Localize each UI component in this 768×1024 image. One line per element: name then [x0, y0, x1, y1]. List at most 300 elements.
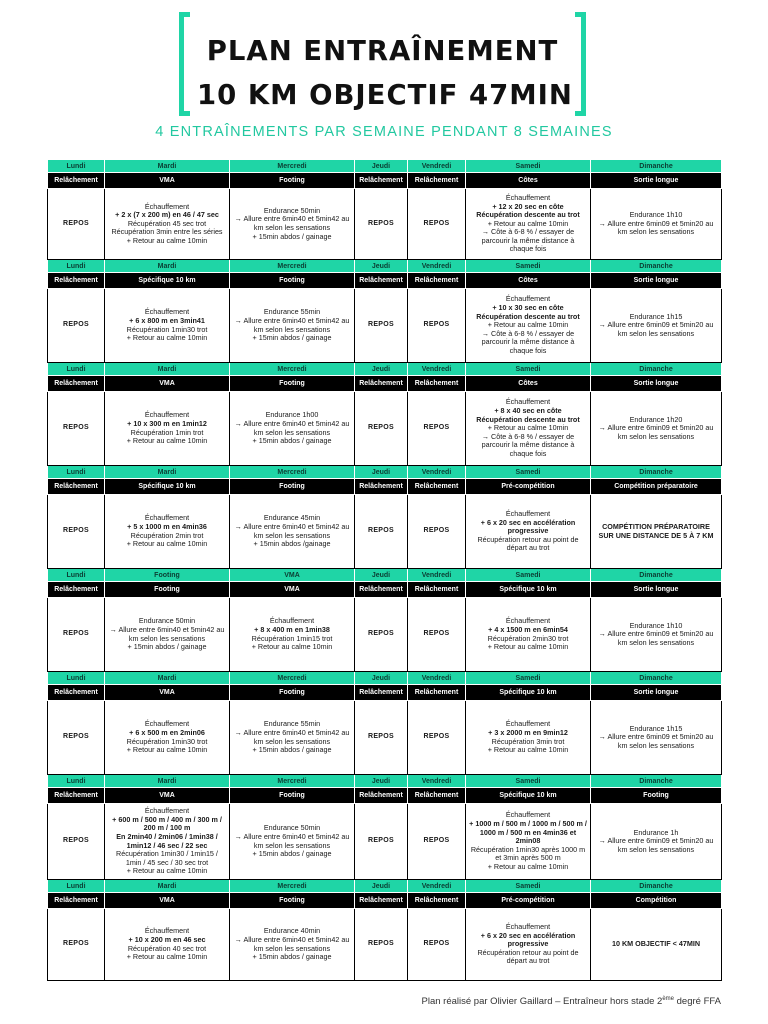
session-line: → Côte à 6-8 % / essayer de parcourir la même distance à chaque fois [481, 328, 575, 355]
day-header: Samedi [466, 260, 591, 273]
session-line: Échauffement [269, 616, 315, 626]
session-line: → Allure entre 6min40 et 5min42 au km selon les sensations [234, 214, 350, 232]
day-header: Vendredi [408, 260, 466, 273]
session-line: + Retour au calme 10min [126, 952, 208, 962]
session-line: Récupération 1min30 trot [126, 324, 208, 334]
week-types-row [48, 173, 722, 189]
session-line: + 2 x (7 x 200 m) en 46 / 47 sec [115, 210, 219, 220]
session-cell [230, 701, 355, 775]
session-type: Relâchement [408, 685, 466, 701]
session-cell [591, 289, 722, 363]
day-header: VMA [230, 569, 355, 582]
session-line: + Retour au calme 10min [487, 745, 569, 755]
session-line: + 15min abdos / gainage [252, 436, 332, 446]
session-type: VMA [105, 685, 230, 701]
session-line: Échauffement [144, 307, 190, 317]
session-line: + 15min abdos / gainage [127, 642, 207, 652]
session-type: Sortie longue [591, 273, 722, 289]
session-type: Relâchement [48, 479, 105, 495]
session-cell [230, 289, 355, 363]
week-days-row [48, 363, 722, 376]
training-plan-table [47, 159, 722, 981]
session-cell [105, 804, 230, 880]
session-type: Footing [230, 273, 355, 289]
session-type: VMA [105, 376, 230, 392]
day-header: Mercredi [230, 260, 355, 273]
session-cell [591, 495, 722, 569]
session-line: + 5 x 1000 m en 4min36 [127, 521, 207, 531]
session-line: REPOS [423, 321, 450, 329]
session-line: REPOS [62, 630, 89, 638]
day-header: Dimanche [591, 363, 722, 376]
day-header: Mardi [105, 363, 230, 376]
session-line: Endurance 1h20 [629, 414, 683, 424]
training-plan-body [48, 160, 722, 981]
session-line: → Allure entre 6min40 et 5min42 au km selon les sensations [109, 624, 225, 643]
session-line: Récupération retour au point de départ au trot [477, 534, 579, 553]
session-line: + 10 x 300 m en 1min12 [127, 418, 207, 428]
day-header: Mercredi [230, 672, 355, 685]
session-cell [355, 289, 408, 363]
session-cell [48, 701, 105, 775]
day-header: Lundi [48, 363, 105, 376]
day-header: Mercredi [230, 466, 355, 479]
session-cell [105, 289, 230, 363]
week-days-row [48, 466, 722, 479]
session-cell [591, 701, 722, 775]
session-line: REPOS [423, 630, 450, 638]
week-days-row [48, 672, 722, 685]
session-cell [48, 495, 105, 569]
week-types-row [48, 685, 722, 701]
session-line: REPOS [423, 424, 450, 432]
session-type: Footing [230, 685, 355, 701]
day-header: Footing [105, 569, 230, 582]
session-line: → Allure entre 6min09 et 5min20 au km selon les sensations [598, 423, 714, 441]
week-types-row [48, 893, 722, 909]
session-line: + 3 x 2000 m en 9min12 [488, 727, 568, 737]
session-line: REPOS [423, 940, 450, 948]
session-line: REPOS [423, 837, 450, 845]
session-line: + 15min abdos / gainage [252, 952, 332, 962]
day-header: Vendredi [408, 160, 466, 173]
day-header: Dimanche [591, 466, 722, 479]
day-header: Samedi [466, 569, 591, 582]
session-line: Récupération descente au trot [476, 414, 580, 424]
day-header: Jeudi [355, 775, 408, 788]
session-type: Relâchement [355, 582, 408, 598]
session-cell [105, 909, 230, 981]
session-cell [105, 392, 230, 466]
session-line: En 2min40 / 2min06 / 1min38 / 1min12 / 46 sec / 22 sec [116, 831, 218, 850]
session-cell [466, 289, 591, 363]
session-line: + Retour au calme 10min [126, 539, 208, 549]
day-header: Dimanche [591, 672, 722, 685]
day-header: Vendredi [408, 466, 466, 479]
session-line: + 6 x 800 m en 3min41 [129, 315, 205, 325]
day-header: Lundi [48, 260, 105, 273]
session-type: Footing [230, 173, 355, 189]
session-cell [48, 804, 105, 880]
week-sessions-row [48, 495, 722, 569]
day-header: Jeudi [355, 880, 408, 893]
session-type: Relâchement [48, 582, 105, 598]
session-type: Relâchement [408, 173, 466, 189]
session-line: REPOS [62, 837, 89, 845]
session-cell [355, 909, 408, 981]
session-cell [591, 804, 722, 880]
week-types-row [48, 582, 722, 598]
week-sessions-row [48, 804, 722, 880]
session-line: REPOS [367, 219, 394, 227]
session-type: Relâchement [408, 582, 466, 598]
session-line: Récupération 1min30 trot [126, 736, 208, 746]
session-cell [466, 598, 591, 672]
session-line: Endurance 45min [263, 513, 321, 523]
session-line: Récupération descente au trot [476, 210, 580, 220]
session-type: Relâchement [355, 376, 408, 392]
session-type: Compétition préparatoire [591, 479, 722, 495]
session-line: REPOS [367, 424, 394, 432]
session-line: + Retour au calme 10min [126, 745, 208, 755]
session-type: Footing [230, 788, 355, 804]
week-sessions-row [48, 189, 722, 260]
session-line: et 3min après 500 m [495, 853, 561, 863]
session-line: + Retour au calme 10min [126, 333, 208, 343]
session-line: → Allure entre 6min40 et 5min42 au km selon les sensations [234, 315, 350, 334]
session-line: Endurance 1h10 [629, 210, 683, 220]
session-line: + 8 x 40 sec en côte [494, 406, 562, 416]
session-line: Échauffement [505, 616, 551, 626]
session-cell [355, 804, 408, 880]
session-line: REPOS [367, 940, 394, 948]
session-line: → Allure entre 6min40 et 5min42 au km selon les sensations [234, 418, 350, 437]
session-cell [48, 289, 105, 363]
session-type: Relâchement [355, 788, 408, 804]
day-header: Jeudi [355, 672, 408, 685]
session-type: Sortie longue [591, 376, 722, 392]
session-type: Footing [105, 582, 230, 598]
session-type: Côtes [466, 273, 591, 289]
week-types-row [48, 479, 722, 495]
session-cell [230, 392, 355, 466]
session-line: Récupération 40 sec trot [127, 943, 207, 953]
week-days-row [48, 160, 722, 173]
page-subtitle: 4 ENTRAÎNEMENTS PAR SEMAINE PENDANT 8 SEMAINES [155, 124, 613, 140]
session-line: Récupération 45 sec trot [127, 218, 207, 228]
session-line: → Allure entre 6min40 et 5min42 au km selon les sensations [234, 727, 350, 746]
day-header: Dimanche [591, 775, 722, 788]
session-line: + 8 x 400 m en 1min38 [254, 624, 330, 634]
session-cell [466, 701, 591, 775]
session-line: Endurance 55min [263, 719, 321, 729]
session-cell [408, 189, 466, 260]
session-line: Endurance 50min [263, 205, 321, 215]
session-cell [230, 598, 355, 672]
session-type: Relâchement [408, 479, 466, 495]
title-bracket-left [179, 12, 190, 116]
session-cell [48, 392, 105, 466]
session-line: REPOS [367, 527, 394, 535]
session-line: Endurance 1h10 [629, 620, 683, 630]
session-line: Endurance 50min [263, 823, 321, 833]
session-cell [48, 909, 105, 981]
session-line: REPOS [423, 527, 450, 535]
session-cell [355, 495, 408, 569]
day-header: Dimanche [591, 880, 722, 893]
day-header: Vendredi [408, 569, 466, 582]
day-header: Mercredi [230, 160, 355, 173]
session-line: + 1000 m / 500 m / 1000 m / 500 m / 1000 m / 500 m en 4min36 et 2min08 [469, 819, 587, 846]
day-header: Samedi [466, 880, 591, 893]
session-line: + 15min abdos / gainage [252, 849, 332, 859]
training-plan [47, 159, 721, 981]
session-line: → Côte à 6-8 % / essayer de parcourir la même distance à chaque fois [481, 431, 575, 458]
day-header: Vendredi [408, 672, 466, 685]
session-cell [591, 909, 722, 981]
day-header: Samedi [466, 466, 591, 479]
session-line: Endurance 40min [263, 926, 321, 936]
session-type: Spécifique 10 km [105, 479, 230, 495]
session-type: Spécifique 10 km [466, 685, 591, 701]
session-line: REPOS [367, 321, 394, 329]
session-cell [408, 392, 466, 466]
session-line: + 600 m / 500 m / 400 m / 300 m / 200 m / 100 m [112, 814, 222, 833]
day-header: Mercredi [230, 775, 355, 788]
session-cell [466, 392, 591, 466]
session-line: + 15min abdos / gainage [252, 333, 332, 343]
day-header: Vendredi [408, 880, 466, 893]
session-line: + Retour au calme 10min [251, 642, 333, 652]
session-line: REPOS [62, 527, 89, 535]
session-line: REPOS [367, 837, 394, 845]
session-line: Endurance 1h [633, 827, 679, 837]
session-cell [230, 909, 355, 981]
session-line: → Côte à 6-8 % / essayer de parcourir la même distance à chaque fois [481, 227, 575, 254]
session-type: Sortie longue [591, 582, 722, 598]
session-cell [105, 598, 230, 672]
session-type: Pré-compétition [466, 479, 591, 495]
session-type: Relâchement [48, 893, 105, 909]
session-cell [466, 909, 591, 981]
session-line: REPOS [367, 733, 394, 741]
session-cell [408, 289, 466, 363]
session-type: Relâchement [408, 273, 466, 289]
day-header: Samedi [466, 775, 591, 788]
day-header: Vendredi [408, 363, 466, 376]
day-header: Jeudi [355, 260, 408, 273]
session-type: Relâchement [408, 893, 466, 909]
session-line: + 15min abdos / gainage [252, 231, 332, 241]
session-cell [48, 189, 105, 260]
session-line: + Retour au calme 10min [126, 866, 208, 876]
week-sessions-row [48, 289, 722, 363]
week-types-row [48, 788, 722, 804]
session-line: + Retour au calme 10min [487, 218, 569, 228]
week-sessions-row [48, 909, 722, 981]
week-days-row [48, 260, 722, 273]
session-line: REPOS [62, 321, 89, 329]
day-header: Lundi [48, 569, 105, 582]
session-type: Côtes [466, 376, 591, 392]
session-line: Échauffement [505, 922, 551, 932]
day-header: Mardi [105, 160, 230, 173]
session-line: COMPÉTITION PRÉPARATOIRE SUR UNE DISTANCE DE 5 À 7 KM [598, 521, 714, 540]
session-cell [591, 189, 722, 260]
session-line: Récupération 1min30 / 1min15 / 1min / 45 sec / 30 sec trot [116, 849, 218, 867]
session-line: → Allure entre 6min09 et 5min20 au km selon les sensations [598, 218, 714, 237]
session-line: + 6 x 20 sec en accélération progressive [480, 930, 576, 949]
day-header: Vendredi [408, 775, 466, 788]
session-line: → Allure entre 6min40 et 5min42 au km selon les sensations [234, 831, 350, 850]
session-cell [355, 392, 408, 466]
session-cell [408, 598, 466, 672]
session-cell [466, 804, 591, 880]
session-line: + Retour au calme 10min [487, 423, 569, 433]
session-line: Récupération 1min30 après 1000 m [470, 844, 586, 854]
session-line: + 15min abdos / gainage [252, 745, 332, 755]
week-days-row [48, 569, 722, 582]
session-line: → Allure entre 6min09 et 5min20 au km selon les sensations [598, 629, 714, 647]
session-line: REPOS [62, 219, 89, 227]
session-line: → Allure entre 6min09 et 5min20 au km selon les sensations [598, 836, 714, 854]
day-header: Lundi [48, 160, 105, 173]
session-cell [105, 701, 230, 775]
session-type: VMA [230, 582, 355, 598]
session-line: + 12 x 20 sec en côte [492, 201, 564, 211]
session-cell [355, 598, 408, 672]
day-header: Dimanche [591, 160, 722, 173]
session-line: Récupération retour au point de départ au trot [477, 947, 579, 966]
session-type: Relâchement [408, 788, 466, 804]
session-line: Endurance 50min [138, 616, 196, 626]
session-cell [230, 189, 355, 260]
session-line: + 4 x 1500 m en 6min54 [488, 624, 568, 634]
session-cell [355, 701, 408, 775]
session-line: Récupération 3min entre les séries [111, 227, 223, 237]
session-line: + 15min abdos /gainage [253, 539, 331, 549]
session-line: Endurance 1h00 [265, 410, 319, 420]
session-line: Échauffement [505, 810, 551, 820]
page-title-line-1: PLAN ENTRAÎNEMENT [206, 35, 559, 67]
session-line: Endurance 55min [263, 307, 321, 317]
session-type: Relâchement [355, 479, 408, 495]
day-header: Mardi [105, 880, 230, 893]
session-type: Relâchement [48, 788, 105, 804]
week-sessions-row [48, 701, 722, 775]
day-header: Mardi [105, 260, 230, 273]
session-type: Relâchement [355, 685, 408, 701]
session-type: VMA [105, 173, 230, 189]
week-types-row [48, 376, 722, 392]
session-line: REPOS [423, 733, 450, 741]
session-line: → Allure entre 6min09 et 5min20 au km selon les sensations [598, 320, 714, 338]
session-line: Échauffement [144, 201, 190, 211]
session-type: Compétition [591, 893, 722, 909]
session-line: → Allure entre 6min40 et 5min42 au km selon les sensations [234, 521, 350, 540]
session-type: Relâchement [48, 173, 105, 189]
session-line: Récupération 2min trot [130, 530, 204, 540]
session-cell [466, 495, 591, 569]
session-type: Footing [230, 893, 355, 909]
session-line: Échauffement [505, 192, 551, 202]
session-type: VMA [105, 893, 230, 909]
session-line: + 6 x 20 sec en accélération progressive [480, 517, 576, 536]
day-header: Mardi [105, 466, 230, 479]
day-header: Mardi [105, 775, 230, 788]
session-line: → Allure entre 6min09 et 5min20 au km selon les sensations [598, 732, 714, 750]
session-type: Relâchement [355, 893, 408, 909]
session-cell [230, 495, 355, 569]
session-line: Récupération 1min trot [130, 427, 204, 437]
session-cell [408, 701, 466, 775]
day-header: Jeudi [355, 160, 408, 173]
day-header: Dimanche [591, 260, 722, 273]
footer-text-end: degré FFA [674, 996, 721, 1008]
week-types-row [48, 273, 722, 289]
session-type: Spécifique 10 km [105, 273, 230, 289]
session-cell [408, 909, 466, 981]
session-type: Footing [230, 479, 355, 495]
session-line: Échauffement [144, 513, 190, 523]
day-header: Mercredi [230, 363, 355, 376]
session-cell [591, 392, 722, 466]
session-line: Endurance 1h15 [629, 311, 683, 321]
day-header: Samedi [466, 363, 591, 376]
session-type: Relâchement [355, 273, 408, 289]
session-line: + Retour au calme 10min [487, 642, 569, 652]
week-days-row [48, 880, 722, 893]
session-line: REPOS [367, 630, 394, 638]
session-line: Échauffement [144, 806, 190, 816]
session-type: Footing [230, 376, 355, 392]
session-line: + Retour au calme 10min [126, 235, 208, 245]
session-line: Récupération 2min30 trot [487, 633, 569, 643]
session-cell [105, 189, 230, 260]
session-cell [591, 598, 722, 672]
day-header: Lundi [48, 880, 105, 893]
session-cell [48, 598, 105, 672]
day-header: Lundi [48, 775, 105, 788]
session-line: + Retour au calme 10min [487, 320, 569, 330]
day-header: Lundi [48, 672, 105, 685]
session-line: + 10 x 30 sec en côte [492, 303, 564, 313]
session-type: Relâchement [355, 173, 408, 189]
session-type: Relâchement [48, 685, 105, 701]
session-line: Récupération descente au trot [476, 311, 580, 321]
session-line: Échauffement [144, 410, 190, 420]
session-type: Relâchement [48, 273, 105, 289]
session-line: Échauffement [505, 509, 551, 519]
session-line: Échauffement [144, 719, 190, 729]
session-cell [230, 804, 355, 880]
session-type: Relâchement [48, 376, 105, 392]
session-cell [408, 804, 466, 880]
session-cell [355, 189, 408, 260]
day-header: Samedi [466, 672, 591, 685]
session-line: → Allure entre 6min40 et 5min42 au km selon les sensations [234, 934, 350, 953]
session-line: + Retour au calme 10min [487, 861, 569, 871]
session-type: Relâchement [408, 376, 466, 392]
session-line: Échauffement [505, 294, 551, 304]
session-line: REPOS [62, 940, 89, 948]
day-header: Samedi [466, 160, 591, 173]
day-header: Dimanche [591, 569, 722, 582]
session-type: Sortie longue [591, 685, 722, 701]
session-line: Récupération 1min15 trot [251, 633, 333, 643]
session-line: Échauffement [505, 397, 551, 407]
footer-superscript: ème [662, 996, 674, 1002]
